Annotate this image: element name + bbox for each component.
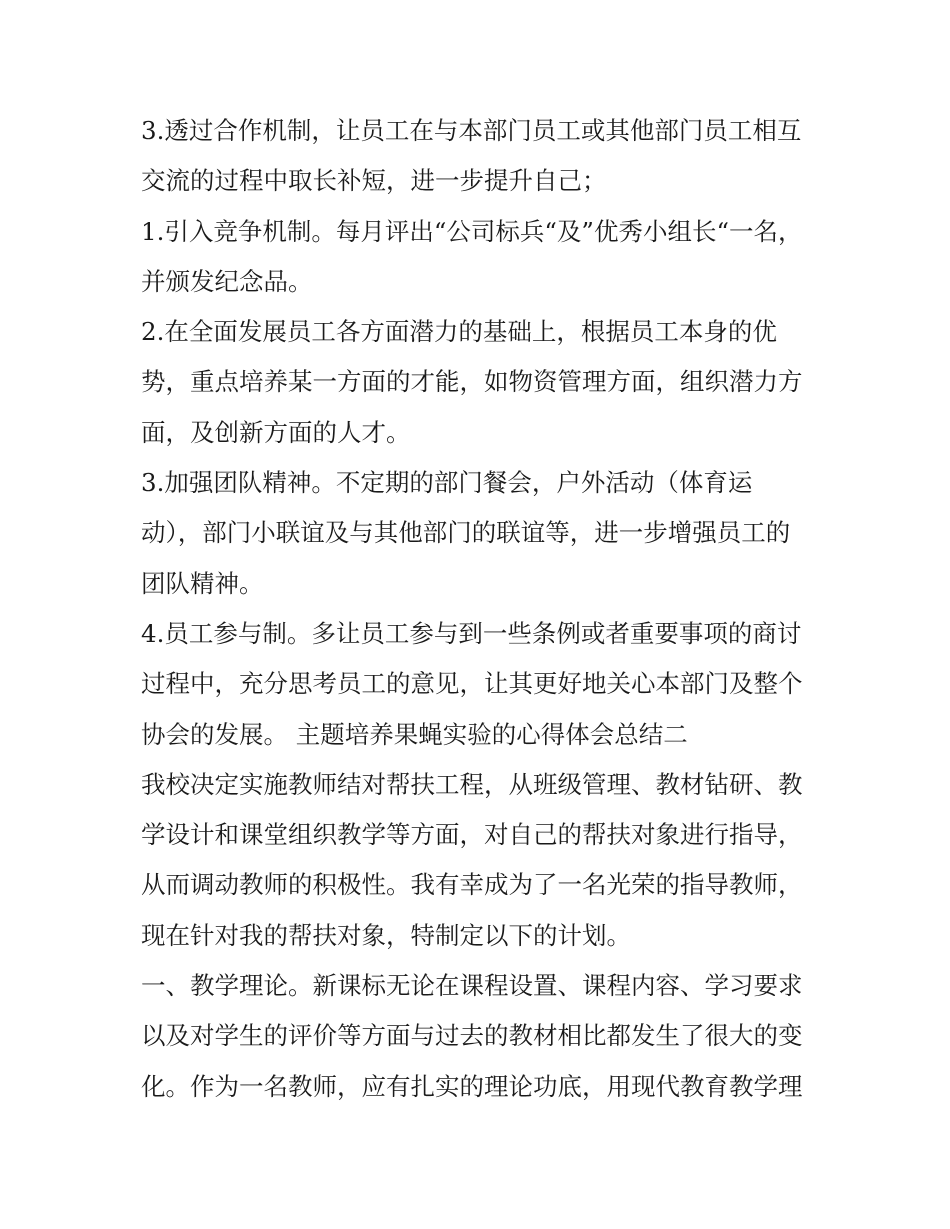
- text-line: 现在针对我的帮扶对象，特制定以下的计划。: [141, 920, 631, 950]
- text-line: 3.加强团队精神。不定期的部门餐会，户外活动（体育运: [141, 468, 753, 498]
- text-line: 从而调动教师的积极性。我有幸成为了一名光荣的指导教师，: [141, 870, 803, 900]
- text-line: 化。作为一名教师，应有扎实的理论功底，用现代教育教学理: [141, 1071, 803, 1101]
- text-line: 协会的发展。 主题培养果蝇实验的心得体会总结二: [141, 719, 688, 749]
- text-line: 4.员工参与制。多让员工参与到一些条例或者重要事项的商讨: [141, 618, 802, 648]
- text-line: 学设计和课堂组织教学等方面，对自己的帮扶对象进行指导，: [141, 820, 803, 850]
- text-line: 以及对学生的评价等方面与过去的教材相比都发生了很大的变: [141, 1021, 803, 1051]
- text-line: 一、教学理论。新课标无论在课程设置、课程内容、学习要求: [141, 971, 803, 1001]
- text-line: 2.在全面发展员工各方面潜力的基础上，根据员工本身的优: [141, 317, 777, 347]
- text-line: 势，重点培养某一方面的才能，如物资管理方面，组织潜力方: [141, 367, 803, 397]
- text-line: 动），部门小联谊及与其他部门的联谊等，进一步增强员工的: [141, 518, 791, 548]
- text-line: 3.透过合作机制，让员工在与本部门员工或其他部门员工相互: [141, 116, 802, 145]
- text-line: 我校决定实施教师结对帮扶工程，从班级管理、教材钻研、教: [141, 769, 803, 799]
- text-line: 1.引入竞争机制。每月评出“公司标兵“及”优秀小组长“一名，: [141, 216, 803, 246]
- text-line: 面，及创新方面的人才。: [141, 417, 411, 447]
- document-body: [141, 110, 821, 1108]
- text-line: 并颁发纪念品。: [141, 266, 313, 296]
- text-line: 过程中，充分思考员工的意见，让其更好地关心本部门及整个: [141, 669, 803, 699]
- text-line: 交流的过程中取长补短，进一步提升自己；: [141, 166, 607, 196]
- text-line: 团队精神。: [141, 568, 264, 598]
